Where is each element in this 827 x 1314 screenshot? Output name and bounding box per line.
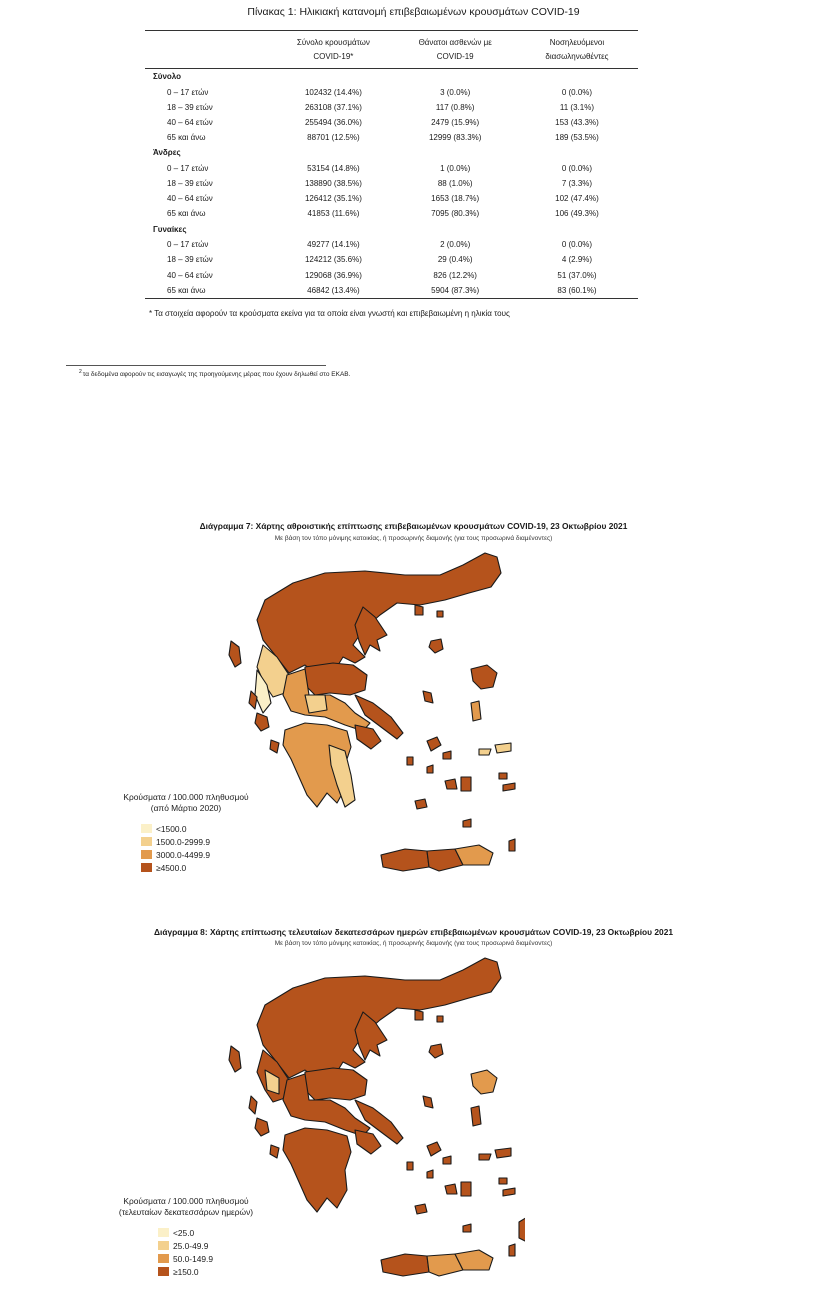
header-intubated: Νοσηλευόμενοι διασωληνωθέντες <box>516 31 638 69</box>
diagram7-title: Διάγραμμα 7: Χάρτης αθροιστικής επίπτωσης επιβεβαιωμένων κρουσμάτων COVID-19, 23 Οκτωβρίου 2021 <box>199 521 628 531</box>
map-region-santorini <box>463 1224 471 1232</box>
table-note: * Τα στοιχεία αφορούν τα κρούσματα εκείνα για τα οποία είναι γνωστή και επιβεβαιωμένη η ηλικία τους <box>149 309 510 318</box>
map-region-thasos <box>415 605 423 615</box>
map-region-kalymnos <box>499 1178 507 1184</box>
map-region-karpathos <box>509 1244 515 1256</box>
map-region-tinos <box>443 1156 451 1164</box>
group-row-women: Γυναίκες <box>153 224 187 234</box>
legend-item: 25.0-49.9 <box>158 1240 208 1252</box>
map-region-central-light <box>305 695 327 713</box>
legend-item: ≥150.0 <box>158 1266 199 1278</box>
legend-item: 50.0-149.9 <box>158 1253 213 1265</box>
map-region-thessaly <box>305 663 367 695</box>
map-region-attica <box>355 725 381 749</box>
map-region-thessaly <box>305 1068 367 1100</box>
map-region-lemnos <box>429 1044 443 1058</box>
map-region-zakynthos <box>270 740 279 753</box>
header-total-cases: Σύνολο κρουσμάτων COVID-19* <box>272 31 394 69</box>
header-empty <box>145 31 272 69</box>
footnote-divider <box>66 365 326 366</box>
footnote-mark: 2 <box>79 369 82 375</box>
group-row-men: Άνδρες <box>153 148 181 158</box>
map-region-paros <box>445 1184 457 1194</box>
legend-subtitle: (τελευταίων δεκατεσσάρων ημερών) <box>118 1207 254 1217</box>
map-region-skyros <box>423 1096 433 1108</box>
map-region-ikaria <box>479 1154 491 1160</box>
diagram8-subtitle: Με βάση τον τόπο μόνιμης κατοικίας, ή προσωρινής διαμονής (για τους προσωρινά διαμένοντες) <box>274 940 553 947</box>
map-region-rhodes <box>519 1216 525 1242</box>
map-region-corfu <box>229 1046 241 1072</box>
diagram7-subtitle: Με βάση τον τόπο μόνιμης κατοικίας, ή προσωρινής διαμονής (για τους προσωρινά διαμένοντες) <box>274 535 553 542</box>
legend-swatch <box>158 1228 169 1237</box>
diagram7-legend <box>95 792 277 814</box>
legend-swatch <box>141 837 152 846</box>
map-region-chios <box>471 1106 481 1126</box>
legend-subtitle: (από Μάρτιο 2020) <box>150 803 222 813</box>
map-region-lefkada <box>249 1096 257 1114</box>
map-region-samothrace <box>437 1016 443 1022</box>
table-row: 18 – 39 ετών 138890 (38.5%) 88 (1.0%) 7 (3.3%) <box>167 179 593 189</box>
map-region-zakynthos <box>270 1145 279 1158</box>
legend-item: 3000.0-4499.9 <box>141 849 210 861</box>
map-region-lesvos <box>471 1070 497 1094</box>
map-region-chios <box>471 701 481 721</box>
age-distribution-table <box>145 30 638 299</box>
table-row: 65 και άνω 41853 (11.6%) 7095 (80.3%) 106 (49.3%) <box>167 209 599 219</box>
map-region-naxos <box>461 1182 471 1196</box>
map-region-kefalonia <box>255 1118 269 1136</box>
map-region-crete-west <box>381 849 429 871</box>
map-region-syros <box>427 1170 433 1178</box>
table-row: 40 – 64 ετών 129068 (36.9%) 826 (12.2%) 51 (37.0%) <box>167 270 597 280</box>
map-region-paros <box>445 779 457 789</box>
map-region-samos <box>495 743 511 753</box>
map-region-lesvos <box>471 665 497 689</box>
table-row: 0 – 17 ετών 53154 (14.8%) 1 (0.0%) 0 (0.0%) <box>167 163 593 173</box>
map-region-corfu <box>229 641 241 667</box>
map-region-samos <box>495 1148 511 1158</box>
table-row: 0 – 17 ετών 102432 (14.4%) 3 (0.0%) 0 (0.0%) <box>167 87 593 97</box>
map-region-thasos <box>415 1010 423 1020</box>
map-region-tinos <box>443 751 451 759</box>
map-region-kefalonia <box>255 713 269 731</box>
map-region-north <box>257 958 501 1080</box>
legend-swatch <box>141 863 152 872</box>
map-region-samothrace <box>437 611 443 617</box>
legend-swatch <box>158 1254 169 1263</box>
map-region-milos <box>415 1204 427 1214</box>
table-row: 18 – 39 ετών 124212 (35.6%) 29 (0.4%) 4 (2.9%) <box>167 255 593 265</box>
map-region-crete-west <box>381 1254 429 1276</box>
diagram8-title: Διάγραμμα 8: Χάρτης επίπτωσης τελευταίων δεκατεσσάρων ημερών επιβεβαιωμένων κρουσμάτων COVID-19, 23 Οκτωβρίου 2021 <box>153 927 674 937</box>
footnote <box>79 369 350 378</box>
map-region-andros <box>427 1142 441 1156</box>
map-region-kea <box>407 757 413 765</box>
legend-swatch <box>141 850 152 859</box>
legend-item: 1500.0-2999.9 <box>141 836 210 848</box>
map-region-kos <box>503 783 515 791</box>
legend-title: Κρούσματα / 100.000 πληθυσμού <box>123 1196 249 1206</box>
greece-map-cumulative <box>205 545 525 900</box>
legend-item: <25.0 <box>158 1227 194 1239</box>
table-row: 40 – 64 ετών 126412 (35.1%) 1653 (18.7%) 102 (47.4%) <box>167 194 599 204</box>
legend-swatch <box>141 824 152 833</box>
map-region-attica <box>355 1130 381 1154</box>
map-region-kea <box>407 1162 413 1170</box>
table-row: 65 και άνω 88701 (12.5%) 12999 (83.3%) 189 (53.5%) <box>167 133 599 143</box>
map-region-chalkidiki <box>355 607 387 655</box>
header-deaths: Θάνατοι ασθενών με COVID-19 <box>394 31 515 69</box>
map-region-skyros <box>423 691 433 703</box>
map-region-chalkidiki <box>355 1012 387 1060</box>
map-region-andros <box>427 737 441 751</box>
map-region-milos <box>415 799 427 809</box>
legend-swatch <box>158 1241 169 1250</box>
legend-item: <1500.0 <box>141 823 187 835</box>
greece-map-14day <box>205 950 525 1305</box>
map-region-syros <box>427 765 433 773</box>
table-header-row <box>145 31 638 69</box>
group-row-total: Σύνολο <box>153 72 182 82</box>
map-region-north <box>257 553 501 675</box>
map-region-kalymnos <box>499 773 507 779</box>
table-row: 40 – 64 ετών 255494 (36.0%) 2479 (15.9%) 153 (43.3%) <box>167 117 599 127</box>
diagram8-legend <box>95 1196 277 1218</box>
table-row: 18 – 39 ετών 263108 (37.1%) 117 (0.8%) 11 (3.1%) <box>167 102 594 112</box>
table-title: Πίνακας 1: Ηλικιακή κατανομή επιβεβαιωμένων κρουσμάτων COVID-19 <box>247 6 580 18</box>
map-region-naxos <box>461 777 471 791</box>
map-region-kos <box>503 1188 515 1196</box>
footnote-text: τα δεδομένα αφορούν τις εισαγωγές της προηγούμενης μέρας που έχουν δηλωθεί στο ΕΚΑΒ. <box>82 371 351 379</box>
legend-title: Κρούσματα / 100.000 πληθυσμού <box>123 792 249 802</box>
map-region-ikaria <box>479 749 491 755</box>
table-row: 65 και άνω 46842 (13.4%) 5904 (87.3%) 83 (60.1%) <box>145 283 638 299</box>
legend-swatch <box>158 1267 169 1276</box>
map-region-santorini <box>463 819 471 827</box>
map-region-peloponnese <box>283 1128 351 1212</box>
map-region-karpathos <box>509 839 515 851</box>
legend-item: ≥4500.0 <box>141 862 186 874</box>
table-row: 0 – 17 ετών 49277 (14.1%) 2 (0.0%) 0 (0.0%) <box>167 240 593 250</box>
map-region-lemnos <box>429 639 443 653</box>
